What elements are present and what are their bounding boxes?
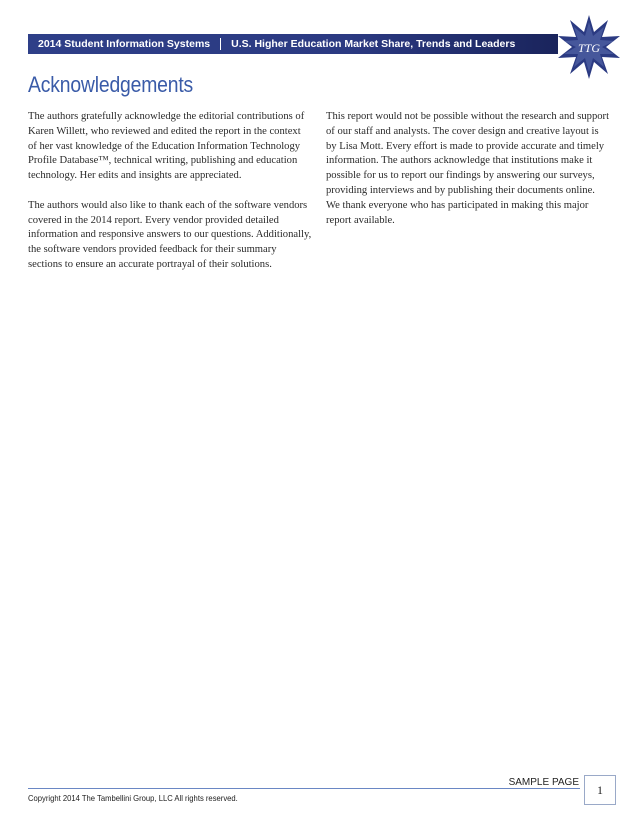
sample-page-label: SAMPLE PAGE — [506, 777, 582, 788]
header-divider — [220, 38, 221, 50]
paragraph: The authors would also like to thank each of the software vendors covered in the 2014 report. Every vendor provided detailed information and responsive answers to our questions. Additionally, the software vendors provided feedback for their summary sections to ensure an accurate portrayal of their solutions. — [28, 199, 312, 270]
logo-text: TTG — [577, 41, 601, 55]
paragraph: This report would not be possible without the research and support of our staff and analysts. The cover design and creative layout is by Lisa Mott. Every effort is made to provide accurate and timely information. The authors acknowledge that institutions make it possible for us to report our findings by answering our surveys, providing interviews and by publishing their documents online. We thank everyone who has participated in making this major report available. — [326, 111, 610, 226]
left-column — [28, 110, 312, 288]
paragraph: The authors gratefully acknowledge the editorial contributions of Karen Willett, who reviewed and edited the report in the context of her vast knowledge of the Education Information Technology Profile Database™, technical writing, publishing and education technology. Her edits and insights are appreciated. — [28, 111, 305, 182]
footer-divider — [28, 788, 580, 789]
right-column — [326, 110, 610, 243]
header-report-title: 2014 Student Information Systems — [38, 38, 211, 50]
header-bar — [28, 34, 558, 54]
header-report-subtitle: U.S. Higher Education Market Share, Trends and Leaders — [231, 38, 516, 50]
tambellini-logo-icon — [556, 14, 622, 80]
copyright-notice: Copyright 2014 The Tambellini Group, LLC All rights reserved. — [28, 793, 238, 803]
page-title: Acknowledgements — [28, 72, 194, 97]
page-number: 1 — [584, 775, 616, 805]
